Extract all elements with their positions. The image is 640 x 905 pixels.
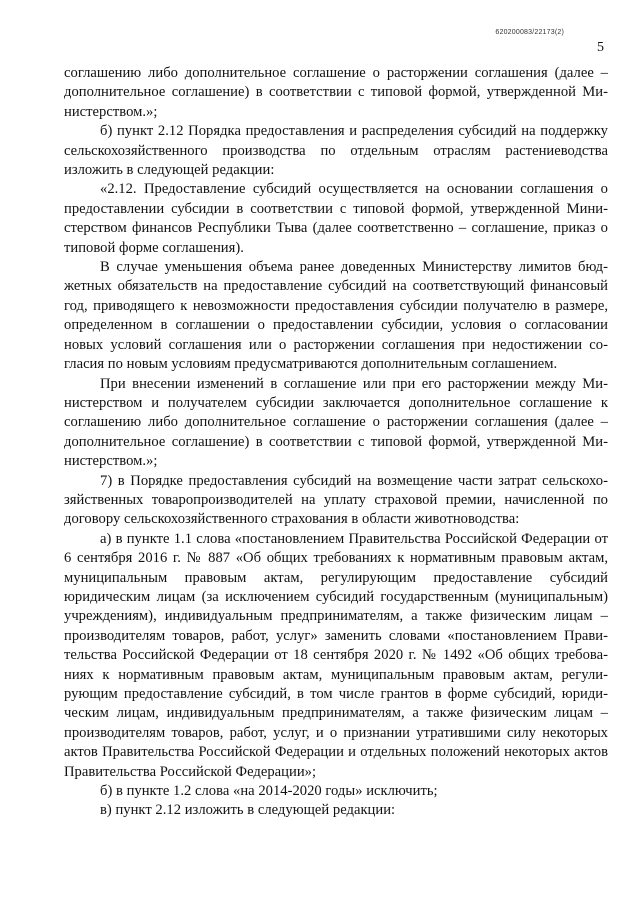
paragraph-6: 7) в Порядке предоставления субсидий на возмещение части затрат сельскохозяйственных товаропроизводителей на уплату страховой премии, начисленной по договору сельскохозяйственного страхования в области животноводства: xyxy=(64,472,608,528)
paragraph-2: б) пункт 2.12 Порядка предоставления и распределения субсидий на поддержку сельскохозяйственного производства по отдельным отраслям растениеводства изложить в следующей редакции: xyxy=(64,123,608,179)
paragraph-5: При внесении изменений в соглашение или при его расторжении между Министерством и получателем субсидии заключается дополнительное соглашение к соглашению либо дополнительное соглашение о расторжении соглашения (далее – дополнительное соглашение) в соответствии с типовой формой, утвержденной Министерством.»; xyxy=(64,375,608,470)
paragraph-7: а) в пункте 1.1 слова «постановлением Правительства Российской Федерации от 6 сентября 2016 г. № 887 «Об общих требованиях к нормативным правовым актам, муниципальным правовым актам, регулирующим предоставление субсидий юридическим лицам (за исключением субсидий государственным (муниципальным) учреждениям), индивидуальным предпринимателям, а также физическим лицам – производителям товаров, работ, услуг» заменить словами «постановлением Правительства Российской Федерации от 18 сентября 2020 г. № 1492 «Об общих требованиях к нормативным правовым актам, муниципальным правовым актам, регулирующим предоставление субсидий, в том числе грантов в форме субсидий, юридическим лицам, индивидуальным предпринимателям, а также физическим лицам – производителям товаров, работ, услуг, и о признании утратившими силу некоторых актов Правительства Российской Федерации и отдельных положений некоторых актов Правительства Российской Федерации»; xyxy=(64,530,608,780)
document-body xyxy=(64,64,608,821)
document-number: 620200083/22173(2) xyxy=(495,29,564,36)
paragraph-1: соглашению либо дополнительное соглашение о расторжении соглашения (далее – дополнительное соглашение) в соответствии с типовой формой, утвержденной Министерством.»; xyxy=(64,65,608,120)
paragraph-8: б) в пункте 1.2 слова «на 2014-2020 годы» исключить; xyxy=(100,783,438,800)
paragraph-9: в) пункт 2.12 изложить в следующей редакции: xyxy=(100,802,396,819)
paragraph-4: В случае уменьшения объема ранее доведенных Министерству лимитов бюджетных обязательств на предоставление субсидий на соответствующий финансовый год, приводящего к невозможности предоставления субсидии получателю в размере, определенном в соглашении о предоставлении субсидии, условия о согласовании новых условий соглашения или о расторжении соглашения при недостижении согласия по новым условиям предусматриваются дополнительным соглашением. xyxy=(64,259,608,373)
paragraph-3: «2.12. Предоставление субсидий осуществляется на основании соглашения о предоставлении субсидии в соответствии с типовой формой, утвержденной Министерством финансов Республики Тыва (далее соответственно – соглашение, приказ о типовой форме соглашения). xyxy=(64,181,608,256)
page-number: 5 xyxy=(597,40,604,55)
